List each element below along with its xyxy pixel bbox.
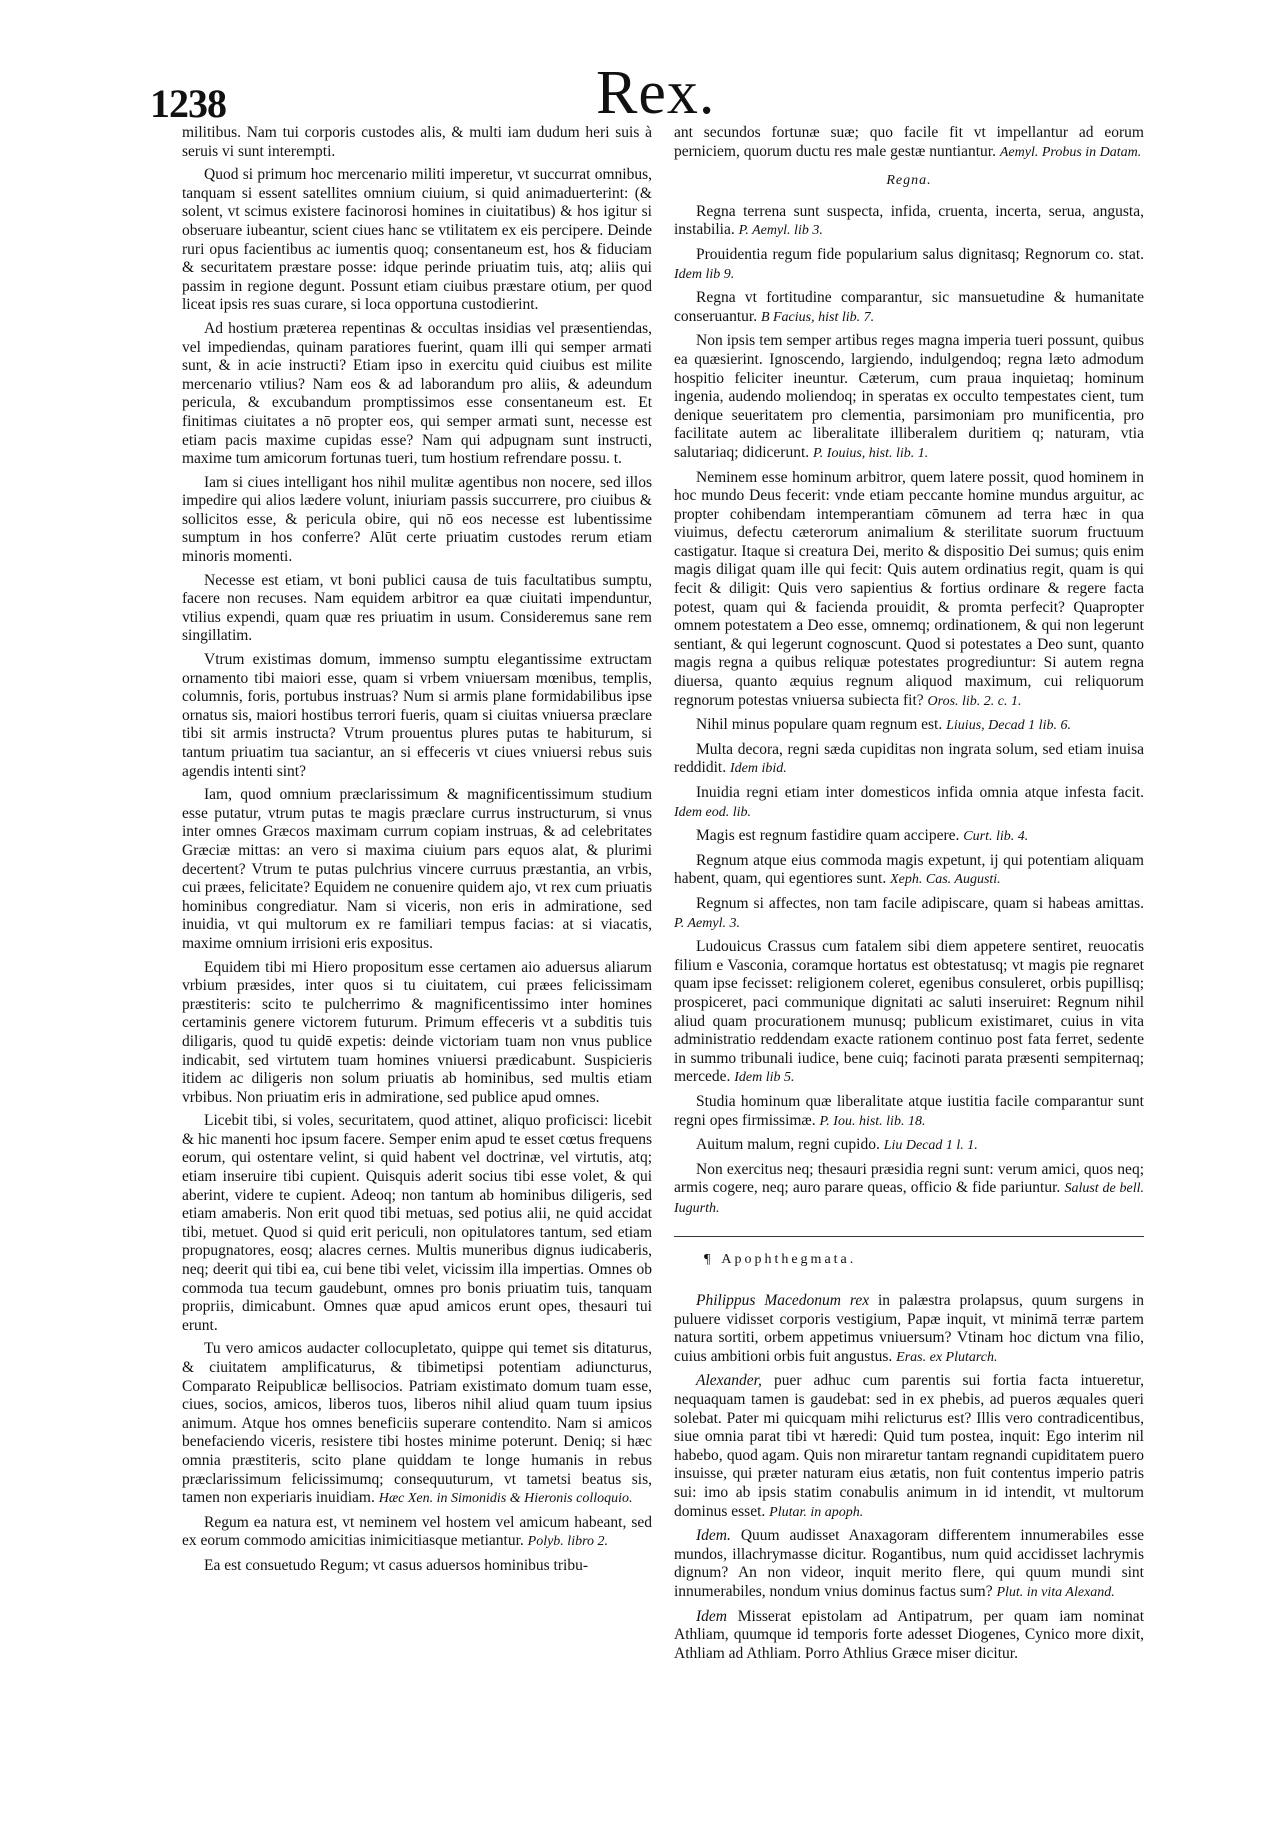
- regna-section: [674, 203, 1144, 1219]
- paragraph-text: Multa decora, regni sæda cupiditas non ingrata solum, sed etiam inuisa reddidit.: [674, 740, 1144, 777]
- source-citation: Aemyl. Probus in Datam.: [999, 144, 1142, 160]
- paragraph: [674, 1292, 1144, 1367]
- paragraph-text: Regum ea natura est, vt neminem vel hostem vel amicum habeant, sed ex eorum commodo amicitias inimicitiasque metiantur.: [182, 1513, 652, 1550]
- source-citation: Liu Decad 1 l. 1.: [883, 1138, 978, 1154]
- section-title: Regna.: [886, 173, 932, 189]
- paragraph-text: Regna terrena sunt suspecta, infida, cruenta, incerta, serua, angusta, instabilia.: [674, 202, 1144, 239]
- paragraph: [674, 895, 1144, 933]
- paragraph-text: Non ipsis tem semper artibus reges magna imperia tueri possunt, quibus ea quæsierint. Ignoscendo, largiendo, indulgendoq; regna læto admodum hospitio feliciter ineuntur. Cæterum, cum praua inquietaq; hominum ingenia, audendo moliendoq; in speratas ex occulto tempestates cient, tum denique seueritatem pro clementia, parsimoniam pro munificentia, pro facilitate autem ac liberalitate illiberalem duritiem q; naturam, vtia salutariaq; didicerunt.: [674, 332, 1144, 461]
- source-citation: Polyb. libro 2.: [527, 1534, 609, 1550]
- paragraph-text: Regna vt fortitudine comparantur, sic mansuetudine & humanitate conseruantur.: [674, 289, 1144, 325]
- source-citation: Idem lib 9.: [674, 266, 735, 282]
- apophthegmata-section: [674, 1292, 1144, 1663]
- paragraph-text: in palæstra prolapsus, quum surgens in puluere vidisset corporis vestigium, Papæ inquit, vt minimā terræ partem natura sortiti, orbem appetimus vniuersum? Vtinam hoc dictum vna filio, cuius ambitioni orbis fuit angustus.: [674, 1292, 1145, 1365]
- paragraph: [182, 166, 652, 315]
- paragraph-text: puer adhuc cum parentis sui fortia facta intueretur, nequaquam tamen is gaudebat: sed in ex phebis, ad pueros æquales queri solebat. Pater mi quicquam mihi relicturus est? Illis vero contradicentibus, siue omnia parat tibi vt hæredi: Quid tum postea, inquit: Ego interim nil habebo, quod agam. Quis non miraretur tantam regnandi cupiditatem puero insuisse, qui præter naturam eius ætatis, non fuit contentus imperio patris sui: imo ab ipsis statim conabulis animum in id intendit, vt multorum dominus esset.: [674, 1372, 1144, 1520]
- running-head: Rex.: [596, 59, 716, 127]
- paragraph-text: Auitum malum, regni cupido.: [696, 1136, 880, 1154]
- paragraph-text: Ludouicus Crassus cum fatalem sibi diem appetere sentiret, reuocatis filium e Vasconia, coramque hortatus est obtestatusq; vt magis pie regnaret quam ipse fecisset: religionem coleret, egenibus consuleret, orbis pupillisq; prospiceret, paci communique dignitati ac saluti inseruiret: Regnum nihil aliud quam procurationem munusq; publicum existimaret, cuius in vita administratio reddendam exacte rationem continuo post fata ferret, sedente in summo tribunali iudice, bene cuiq; facinoti parata præsenti sempiternaq; mercede.: [674, 938, 1144, 1086]
- paragraph-lead: Philippus Macedonum rex: [696, 1292, 870, 1310]
- divider: [674, 1236, 1144, 1237]
- paragraph: [674, 741, 1144, 779]
- paragraph: [182, 474, 652, 567]
- source-citation: P. Aemyl. lib 3.: [738, 223, 823, 239]
- paragraph: [674, 246, 1144, 284]
- source-citation: Eras. ex Plutarch.: [896, 1349, 998, 1365]
- source-citation: P. Iouius, hist. lib. 1.: [813, 445, 929, 461]
- source-citation: Oros. lib. 2. c. 1.: [927, 693, 1022, 709]
- source-citation: Plutar. in apoph.: [769, 1504, 864, 1520]
- left-column: [182, 124, 652, 1581]
- paragraph-text: Licebit tibi, si voles, securitatem, quod attinet, aliquo proficisci: licebit & hic manenti hoc ipsum facere. Semper enim apud te esset cœtus frequens eorum, qui ostentare velint, si quid habent vel doctrinæ, vel virtutis, atq; etiam inseruire tibi cupient. Quisquis aderit socius tibi esse volet, & qui aberint, videre te cupient. Adeoq; non tantum ab hominibus diligeris, sed etiam amaberis. Non erit quod tibi metuas, sed potius alii, ne quid accidat tibi, metuet. Quod si quid erit periculi, non opitulatores tantum, sed etiam propugnatores, eosq; alacres cernes. Multis muneribus dignus iudicaberis, neq; deerit qui tibi ea, cui bene tibi velet, vicissim illa impertias. Omnes ob commoda tua tecum gaudebunt, omnes pro bonis priuatim tuis, tanquam propriis, dimicabunt. Omnes quæ apud amicos erunt opes, thesauri tui erunt.: [182, 1112, 652, 1334]
- paragraph-text: Ad hostium præterea repentinas & occultas insidias vel præsentiendas, vel impediendas, quinam paratiores fuerint, quam illi qui semper armati sunt, & in acie instructi? Etiam ipso in exercitu quid ciuibus est milite mercenario vtilius? Nam eos & ad laborandum pro aliis, & adeundum pericula, & excubandum promptissimos esse consentaneum est. Et finitimas ciuitates a nō propter eos, qui semper armati sunt, necesse est etiam pacis maxime cupidas esse? Nam qui adpugnam sunt instructi, maxime tum amicorum fortunas tueri, tum hostium refrendare possu. t.: [182, 319, 652, 468]
- paragraph-text: Nihil minus populare quam regnum est.: [696, 716, 943, 734]
- paragraph-text: Neminem esse hominum arbitror, quem latere possit, quod hominem in hoc mundo Deus fecerit: vnde etiam peccante homine mundus arguitur, ac propter cohibendam intemperantiam cōmunem ad terra hæc in qua viuimus, defectu cæterorum animalium & sterilitate suorum fructuum castigatur. Itaque si creatura Dei, merito & dispositio Dei sumus; quis enim magis diligat quam ille qui fecit: Quis autem ordinatius regit, quam is qui fecit & diligit: Quis vero sapientius & fortius ordinare & regere facta potest, quam qui & facienda prouidit, & promta perfecit? Quapropter omnem potestatem a Deo esse, omnemq; ordinationem, & qui non legerunt sentiant, & qui legerunt cognoscunt. Quod si potestates a Deo sunt, quanto magis regna a quibus reliquæ potestates progrediuntur: Si autem regna diuersa, quanto æquius regnum aliquod maximum, cui reliquorum regnorum potestas vniuersa subiecta fit?: [674, 468, 1144, 709]
- paragraph-text: Magis est regnum fastidire quam accipere.: [696, 827, 960, 845]
- paragraph-text: Non exercitus neq; thesauri præsidia regni sunt: verum amici, quos neq; armis cogere, neq; auro parare queas, officio & fide pariuntur.: [674, 1160, 1144, 1197]
- apophthegmata-heading: [704, 1251, 1144, 1270]
- paragraph: [674, 1608, 1144, 1664]
- source-citation: Xeph. Cas. Augusti.: [890, 872, 1001, 888]
- source-citation: B Facius, hist lib. 7.: [760, 309, 875, 325]
- paragraph: [182, 124, 652, 161]
- paragraph-text: Inuidia regni etiam inter domesticos infida omnia atque infesta facit.: [696, 784, 1144, 801]
- paragraph: [182, 959, 652, 1108]
- paragraph-text: Regnum si affectes, non tam facile adipiscare, quam si habeas amittas.: [696, 894, 1144, 912]
- source-citation: Idem ibid.: [729, 761, 787, 777]
- paragraph: [674, 203, 1144, 241]
- paragraph-text: Equidem tibi mi Hiero propositum esse certamen aio aduersus aliarum vrbium præsides, inter quos si tu ciuitatem, cui præes felicissimam præstiteris: scito te pulcherrimo & magnificentissimo inter homines certaminis genere victorem futurum. Primum effeceris vt a subditis tuis diligaris, quod tu quidē expetis: deinde victoriam tuam non vnus publice indicabit, sed virtutem tuam homines vniuersi prædicabunt. Suspicieris itidem ac diligeris non solum priuatis ab hominibus, sed multis etiam vrbibus. Non priuatim eris in admiratione, sed publice apud omnes.: [182, 958, 652, 1106]
- pilcrow-icon: ¶: [704, 1252, 714, 1268]
- paragraph-text: Quum audisset Anaxagoram differentem innumerabiles esse mundos, illachrymasse dicitur. Rogantibus, num quid accidisset lachrymis dignum? An non videor, inquit merito flere, qui quum mundi sint innumerabiles, nondum vnius dominus factus sum?: [674, 1527, 1144, 1600]
- source-citation: Curt. lib. 4.: [963, 829, 1029, 845]
- paragraph-text: Iam, quod omnium præclarissimum & magnificentissimum studium esse putatur, vtrum putas te magis præclare currus instructurum, si vnus inter omnes Græcos maximam currum copiam instruas, & ad celebritates Græciæ mittas: an vero si maxima ciuium pars equos alat, & plurimi decertent? Vtrum te putas pulchrius vincere curruus præstantia, an vrbis, cui præes, felicitate? Equidem ne conuenire quidem ajo, vt rex cum priuatis hominibus congrediatur. Nam si viceris, non eris in admiratione, sed inuidia, vt qui multorum ex re familiari tempus facias: at si viacatis, maxime omnium irrisioni eris expositus.: [182, 786, 652, 952]
- paragraph: [674, 938, 1144, 1088]
- paragraph: [182, 1514, 652, 1552]
- paragraph-text: militibus. Nam tui corporis custodes alis, & multi iam dudum heri suis à seruis vi sunt interempti.: [182, 124, 652, 160]
- source-citation: Idem lib 5.: [734, 1070, 795, 1086]
- page-number: 1238: [150, 81, 226, 126]
- paragraph-text: Vtrum existimas domum, immenso sumptu elegantissime extructam ornamento tibi maiori esse, quam si vrbem vniuersam mœnibus, templis, columnis, foris, portubus instruas? Num si armis plane formidabilibus ipse ornatus sis, maiori hostibus terrori fueris, quam si ciuitas vniuersa præclare tibi sit armis instructa? Vtrum prouentus plures putas te habiturum, si tantum priuatim tua saciantur, an si effeceris vt ciues vniuersi rebus suis agendis intenti sint?: [182, 651, 652, 780]
- paragraph: [674, 827, 1144, 847]
- paragraph: [674, 852, 1144, 890]
- paragraph-text: Misserat epistolam ad Antipatrum, per quam iam nominat Athliam, quumque id temporis forte adesset Diogenes, Cynico more dixit, Athliam ad Athliam. Porro Athlius Græce miser dicitur.: [674, 1607, 1144, 1662]
- paragraph-text: Studia hominum quæ liberalitate atque iustitia facile comparantur sunt regni opes firmissimæ.: [674, 1092, 1144, 1129]
- paragraph: [182, 320, 652, 469]
- paragraph: [674, 1136, 1144, 1156]
- paragraph: [674, 1372, 1144, 1522]
- apophthegmata-title: Apophthegmata.: [721, 1252, 857, 1268]
- paragraph: [182, 1112, 652, 1335]
- source-citation: P. Iou. hist. lib. 18.: [819, 1113, 926, 1129]
- paragraph: [674, 784, 1144, 822]
- paragraph: [674, 1093, 1144, 1131]
- paragraph-lead: Alexander,: [696, 1372, 762, 1390]
- paragraph: [674, 1527, 1144, 1602]
- paragraph: [674, 1161, 1144, 1219]
- paragraph: [182, 1557, 652, 1576]
- paragraph-text: Iam si ciues intelligant hos nihil mulitæ agentibus non nocere, sed illos impedire qui alios lædere volunt, iniuriam passis succurrere, pro ciuibus & sollicitos esse, & pericula obire, qui nō eos necesse est lubentissime sumptum in hos conferre? Alūt certe priuatim custodes rerum etiam minoris momenti.: [182, 473, 652, 566]
- paragraph: [674, 332, 1144, 463]
- source-citation: Plut. in vita Alexand.: [996, 1584, 1115, 1600]
- paragraph: [182, 572, 652, 646]
- paragraph: [674, 716, 1144, 736]
- right-column: [674, 124, 1144, 1668]
- paragraph-text: Quod si primum hoc mercenario militi imperetur, vt succurrat omnibus, tanquam si essent satellites omnium ciuium, si quid animaduerterint: (& solent, vt scimus existere facinorosi homines in ciuitatibus) & hos igitur si obseruare iubeantur, scient ciues hanc se vtilitatem ex eis percipere. Deinde ruri opus facientibus ac iumentis quoq; consentaneum est, hos & fiduciam & securitatem præstare posse: idque perinde priuatim tuis, atq; aliis qui passim in regione degunt. Possunt etiam ciuibus præstare otium, per quod liceat ipsis res suas curare, si loca opportuna custodierint.: [182, 166, 652, 314]
- paragraph-lead: Idem.: [696, 1527, 731, 1545]
- paragraph-text: Tu vero amicos audacter collocupletato, quippe qui temet sis ditaturus, & ciuitatem amplificaturus, & tibimetipsi potentiam adiuncturus, Comparato Reipublicæ bellisocios. Patriam existimato domum tuam esse, ciues, socios, amicos, liberos tuos, liberos nihil aliud quam tuum ipsius animum. Atque hos omnes beneficiis superare contendito. Nam si amicos benefaciendo viceris, resistere tibi hostes minime poterunt. Deniq; si hæc omnia præstiteris, scito plane quiddam te longe humanis in rebus præclarissimum felicissimumq; consequuturum, vt tametsi beatus sis, tamen non experiaris inuidiam.: [182, 1340, 652, 1507]
- source-citation: P. Aemyl. 3.: [674, 915, 740, 931]
- source-citation: Hæc Xen. in Simonidis & Hieronis colloquio.: [378, 1491, 633, 1507]
- source-citation: Idem eod. lib.: [674, 804, 751, 820]
- paragraph: [674, 124, 1144, 162]
- paragraph-text: ant secundos fortunæ suæ; quo facile fit vt impellantur ad eorum perniciem, quorum ductu res male gestæ nuntiantur.: [674, 124, 1144, 160]
- source-citation: Liuius, Decad 1 lib. 6.: [946, 718, 1071, 734]
- paragraph: [674, 289, 1144, 327]
- paragraph-text: Ea est consuetudo Regum; vt casus aduersos hominibus tribu-: [204, 1556, 588, 1574]
- paragraph: [182, 1340, 652, 1508]
- paragraph-lead: Idem: [696, 1607, 727, 1625]
- paragraph-text: Regnum atque eius commoda magis expetunt, ij qui potentiam aliquam habent, quam, qui egentiores sunt.: [674, 851, 1144, 888]
- paragraph: [182, 651, 652, 781]
- paragraph-text: Necesse est etiam, vt boni publici causa de tuis facultatibus sumptu, facere non recuses. Nam equidem arbitror ea quæ ciuitati impenduntur, vtilius expendi, quam quæ res priuatim in usum. Consideremus sane rem singillatim.: [182, 571, 652, 645]
- paragraph: [674, 469, 1144, 712]
- paragraph: [182, 786, 652, 953]
- source-citation: Salust de bell. Iugurth.: [674, 1181, 1144, 1216]
- paragraph-text: Prouidentia regum fide popularium salus dignitasq; Regnorum co. stat.: [696, 245, 1144, 263]
